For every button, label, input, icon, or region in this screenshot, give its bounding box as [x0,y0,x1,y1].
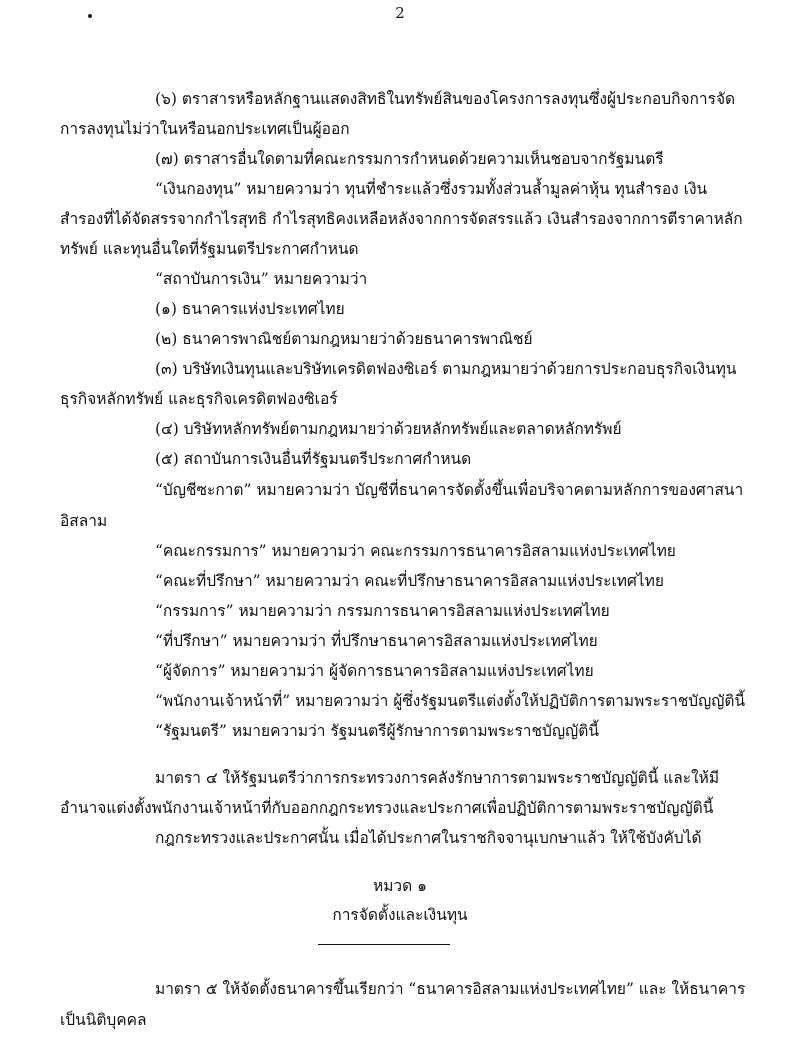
text-line: “รัฐมนตรี” หมายความว่า รัฐมนตรีผู้รักษาการตามพระราชบัญญัตินี้ [155,722,599,740]
text-line: มาตรา ๔ ให้รัฐมนตรีว่าการกระทรวงการคลังรักษาการตามพระราชบัญญัตินี้ และให้มี [155,769,720,787]
text-line: “คณะกรรมการ” หมายความว่า คณะกรรมการธนาคารอิสลามแห่งประเทศไทย [155,542,676,560]
text-line: กฎกระทรวงและประกาศนั้น เมื่อได้ประกาศในราชกิจจานุเบกษาแล้ว ให้ใช้บังคับได้ [155,829,702,847]
text-line: “กรรมการ” หมายความว่า กรรมการธนาคารอิสลามแห่งประเทศไทย [155,602,610,620]
text-line: ทรัพย์ และทุนอื่นใดที่รัฐมนตรีประกาศกำหนด [60,240,359,258]
text-line: (๑) ธนาคารแห่งประเทศไทย [155,300,345,318]
chapter-title: การจัดตั้งและเงินทุน [332,906,468,924]
text-line: การลงทุนไม่ว่าในหรือนอกประเทศเป็นผู้ออก [60,120,350,138]
text-line: สำรองที่ได้จัดสรรจากกำไรสุทธิ กำไรสุทธิคงเหลือหลังจากการจัดสรรแล้ว เงินสำรองจากการตีราคาหลัก [60,210,743,228]
text-line: “สถาบันการเงิน” หมายความว่า [155,270,368,288]
text-line: อำนาจแต่งตั้งพนักงานเจ้าหน้าที่กับออกกฎกระทรวงและประกาศเพื่อปฏิบัติการตามพระราชบัญญัตินี้ [60,799,714,817]
text-line: (๓) บริษัทเงินทุนและบริษัทเครดิตฟองซิเอร์ ตามกฎหมายว่าด้วยการประกอบธุรกิจเงินทุน [155,360,737,378]
text-line: “ที่ปรึกษา” หมายความว่า ที่ปรึกษาธนาคารอิสลามแห่งประเทศไทย [155,632,598,650]
text-line: ธุรกิจหลักทรัพย์ และธุรกิจเครดิตฟองซิเอร์ [60,390,338,408]
text-line: “ผู้จัดการ” หมายความว่า ผู้จัดการธนาคารอิสลามแห่งประเทศไทย [155,662,594,680]
page-number: 2 [395,4,405,22]
text-line: เป็นนิติบุคคล [60,1011,147,1029]
text-line: (๔) บริษัทหลักทรัพย์ตามกฎหมายว่าด้วยหลักทรัพย์และตลาดหลักทรัพย์ [155,420,622,438]
text-line: (๒) ธนาคารพาณิชย์ตามกฎหมายว่าด้วยธนาคารพาณิชย์ [155,330,533,348]
text-line: “บัญชีซะกาต” หมายความว่า บัญชีที่ธนาคารจัดตั้งขึ้นเพื่อบริจาคตามหลักการของศาสนา [155,481,744,499]
text-line: (๗) ตราสารอื่นใดตามที่คณะกรรมการกำหนดด้วยความเห็นชอบจากรัฐมนตรี [155,150,664,168]
text-line: (๖) ตราสารหรือหลักฐานแสดงสิทธิในทรัพย์สินของโครงการลงทุนซึ่งผู้ประกอบกิจการจัด [155,90,736,108]
text-line: (๕) สถาบันการเงินอื่นที่รัฐมนตรีประกาศกำหนด [155,450,472,468]
text-line: “พนักงานเจ้าหน้าที่” หมายความว่า ผู้ซึ่งรัฐมนตรีแต่งตั้งให้ปฏิบัติการตามพระราชบัญญัตินี้ [155,692,745,710]
divider-rule [318,944,450,945]
text-line: มาตรา ๕ ให้จัดตั้งธนาคารขึ้นเรียกว่า “ธนาคารอิสลามแห่งประเทศไทย” และ ให้ธนาคาร [155,980,746,998]
text-line: “คณะที่ปรึกษา” หมายความว่า คณะที่ปรึกษาธนาคารอิสลามแห่งประเทศไทย [155,572,664,590]
text-line: “เงินกองทุน” หมายความว่า ทุนที่ชำระแล้วซึ่งรวมทั้งส่วนล้ำมูลค่าหุ้น ทุนสำรอง เงิน [155,180,708,198]
chapter-heading: หมวด ๑ [373,877,427,895]
text-line: อิสลาม [60,512,108,530]
